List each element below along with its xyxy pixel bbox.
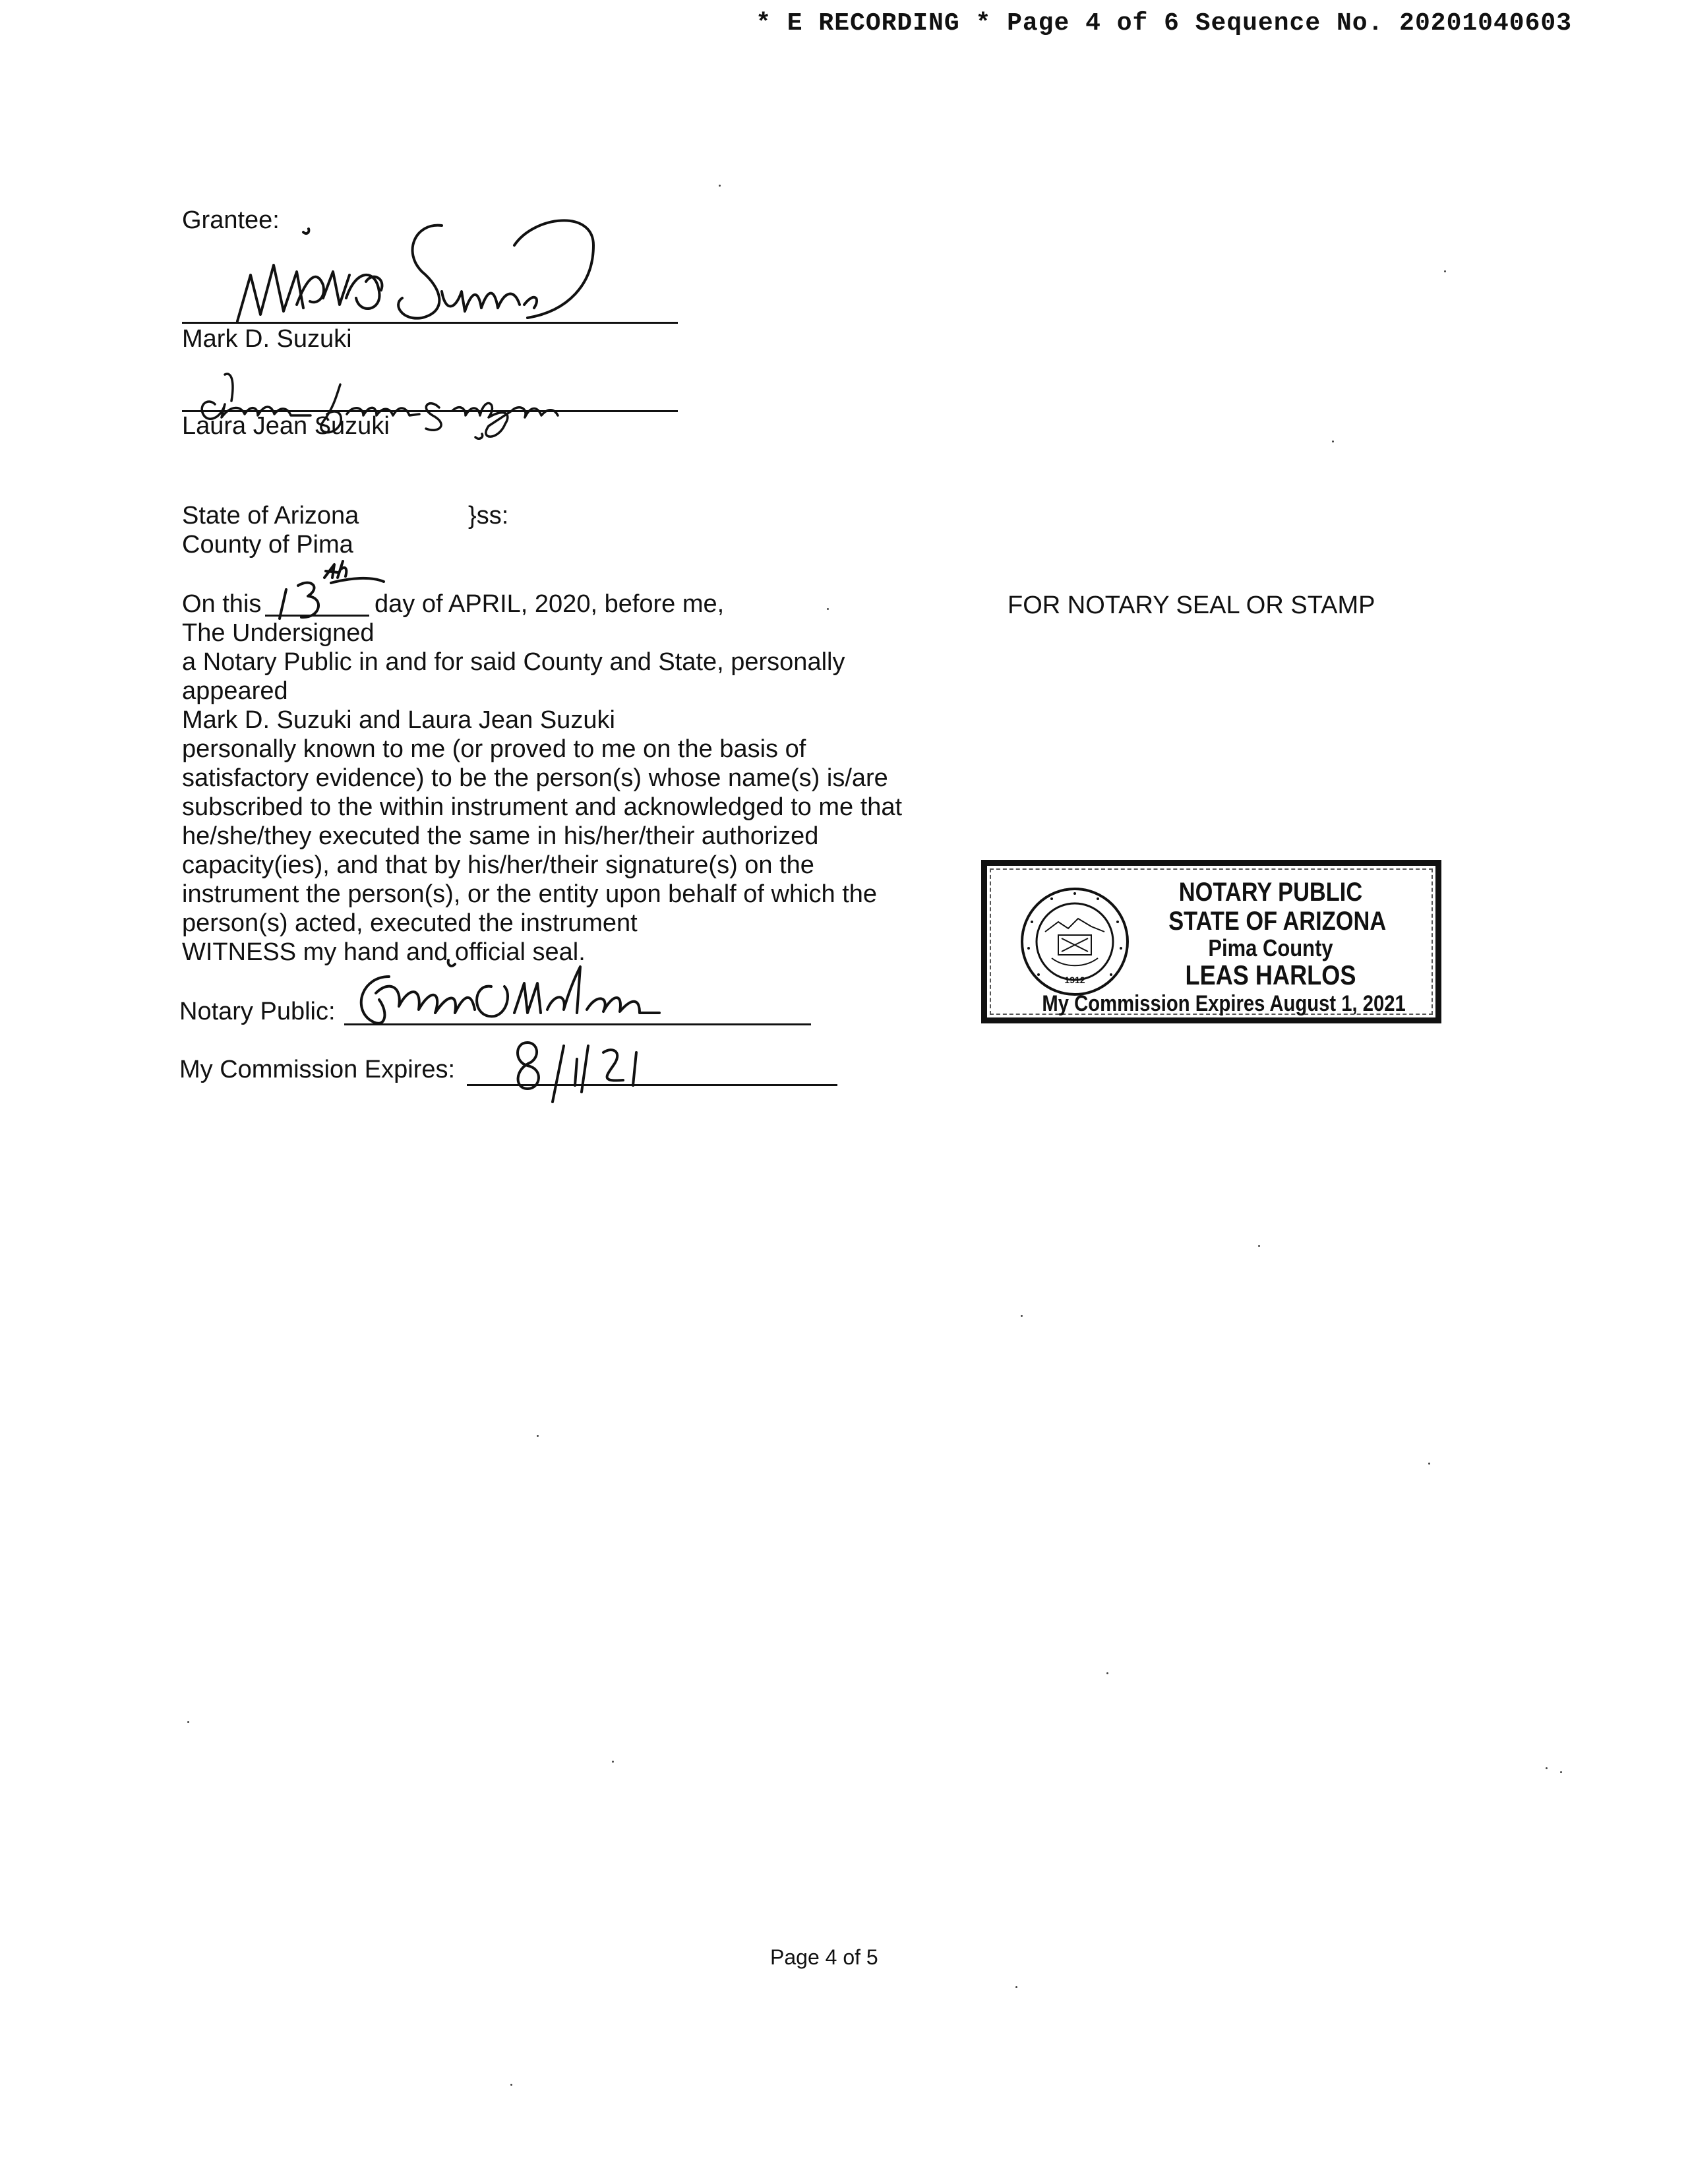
commission-line bbox=[467, 1084, 837, 1086]
on-this-label: On this bbox=[182, 590, 262, 618]
stamp-line-commission: My Commission Expires August 1, 2021 bbox=[1042, 991, 1406, 1016]
signer1-name: Mark D. Suzuki bbox=[182, 325, 352, 353]
signature-line-mark bbox=[182, 322, 678, 324]
ack-line: subscribed to the within instrument and acknowledged to me that bbox=[182, 793, 903, 821]
ack-line-witness: WITNESS my hand and official seal. bbox=[182, 938, 586, 966]
notary-signature bbox=[349, 947, 719, 1039]
venue-state: State of Arizona bbox=[182, 502, 359, 530]
ack-line: a Notary Public in and for said County and State, personally bbox=[182, 648, 845, 676]
ack-line: Mark D. Suzuki and Laura Jean Suzuki bbox=[182, 706, 615, 734]
ack-line: instrument the person(s), or the entity upon behalf of which the bbox=[182, 880, 878, 908]
venue-county: County of Pima bbox=[182, 531, 353, 559]
stamp-line-state: STATE OF ARIZONA bbox=[1168, 907, 1387, 936]
ack-line: personally known to me (or proved to me on the basis of bbox=[182, 735, 806, 763]
arizona-seal-icon bbox=[1019, 886, 1131, 1001]
signer2-name: Laura Jean Suzuki bbox=[182, 412, 390, 440]
signature-mark-suzuki bbox=[224, 206, 686, 331]
notary-signature-line bbox=[344, 1023, 811, 1025]
ack-line: appeared bbox=[182, 677, 288, 705]
day-rest: day of APRIL, 2020, before me, bbox=[375, 590, 725, 618]
venue-ss: }ss: bbox=[468, 502, 509, 530]
ack-line: person(s) acted, executed the instrument bbox=[182, 909, 638, 937]
ack-line: The Undersigned bbox=[182, 619, 375, 647]
notary-stamp bbox=[981, 860, 1441, 1023]
ack-line: satisfactory evidence) to be the person(s) whose name(s) is/are bbox=[182, 764, 888, 792]
ack-line: capacity(ies), and that by his/her/their signature(s) on the bbox=[182, 851, 814, 879]
grantee-label: Grantee: bbox=[182, 206, 280, 234]
notary-public-label: Notary Public: bbox=[179, 998, 336, 1025]
stamp-line-county: Pima County bbox=[1208, 934, 1333, 961]
stamp-line-notary-name: LEAS HARLOS bbox=[1185, 959, 1356, 990]
commission-label: My Commission Expires: bbox=[179, 1056, 456, 1083]
recording-header: * E RECORDING * Page 4 of 6 Sequence No. 20201040603 bbox=[756, 9, 1572, 38]
seal-area-label: FOR NOTARY SEAL OR STAMP bbox=[1008, 592, 1375, 619]
stamp-line-notary-public: NOTARY PUBLIC bbox=[1178, 878, 1363, 907]
handwritten-commission-date bbox=[508, 1033, 666, 1105]
page-footer: Page 4 of 5 bbox=[770, 1945, 878, 1969]
svg-text:1912: 1912 bbox=[1064, 975, 1085, 985]
handwritten-day bbox=[272, 558, 390, 624]
ack-line: he/she/they executed the same in his/her/their authorized bbox=[182, 822, 819, 850]
